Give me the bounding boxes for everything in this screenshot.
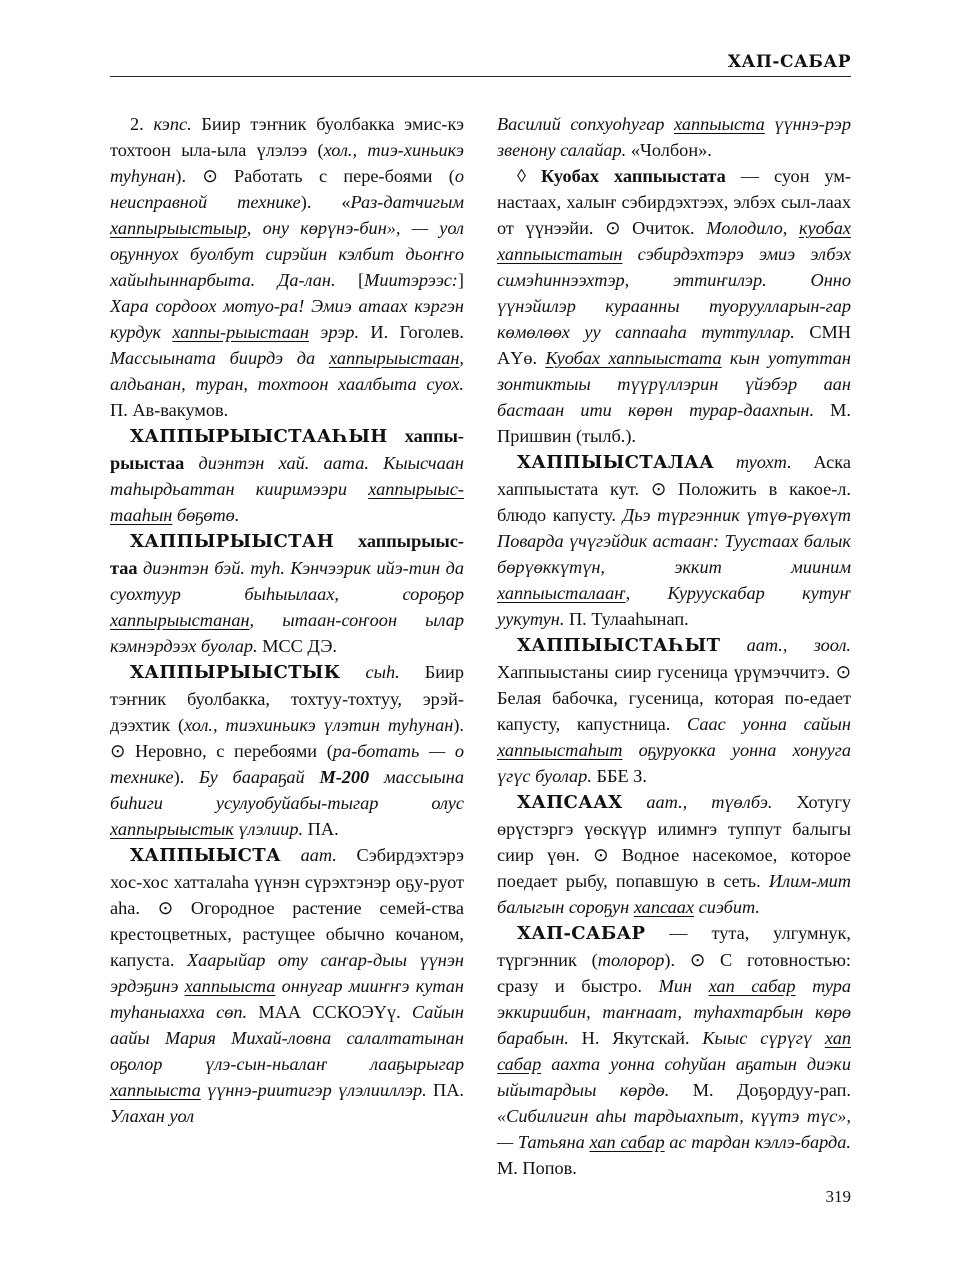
entry-khappyystahyt bbox=[497, 632, 851, 789]
example-text: бөҕөтө. bbox=[172, 505, 240, 525]
entry-headword: ХАППЫЫСТА bbox=[130, 845, 281, 866]
example-text: тура эккириибин, таҥнаат, туһахтарбын көрө барабын. bbox=[497, 976, 851, 1048]
example-text: Хара сордоох мотуо-ра! Эмиэ атаах кэргэн курдук bbox=[110, 296, 464, 342]
space bbox=[340, 662, 365, 682]
example-text: , ону көрүнэ-бин», — уол оҕуннуох буолбут сирэйин кэлбит дьоҥҥо хайыһыннарбыта. Да-лан. bbox=[110, 218, 464, 290]
entry-khap-sabar bbox=[497, 920, 851, 1181]
example-text: Василий сопхуоһугар bbox=[497, 114, 665, 134]
grammar-label: туохт. bbox=[735, 452, 792, 472]
right-column bbox=[497, 111, 851, 1181]
entry-khapsaakh bbox=[497, 789, 851, 920]
usage-note: хол., тиэ-хиньикэ туһунан bbox=[110, 140, 464, 186]
example-headword: хаппырыыстык bbox=[110, 819, 234, 839]
example-headword: куобах хаппыыстатын bbox=[497, 218, 851, 264]
diamond-icon: ◊ bbox=[517, 166, 542, 186]
example-text: Мин bbox=[658, 976, 693, 996]
example-headword: хаппыыста bbox=[184, 976, 276, 996]
example-text: Бу баараҕай bbox=[199, 767, 305, 787]
translation-text: ). ⊙ Неровно, с перебоями ( bbox=[110, 715, 464, 761]
translation-note: ра-ботать — о технике bbox=[110, 741, 464, 787]
example-headword: хаппыыста bbox=[673, 114, 765, 134]
entry-headword: ХАПСААХ bbox=[517, 792, 623, 813]
space bbox=[388, 426, 405, 446]
source-citation: Н. Якутскай. bbox=[568, 1028, 703, 1048]
example-text: ас тардан кэллэ-барда. bbox=[664, 1132, 852, 1152]
source-citation: ПА. bbox=[426, 1080, 464, 1100]
example-text: , алдьанан, туран, тохтоон хаалбыта суох. bbox=[110, 348, 464, 394]
definition-text: Хотугу өрүстэргэ үөскүүр илимҥэ туппут балыгы сиир үөн. ⊙ Водное насекомое, которое поедает рыбу, попавшую в сеть. bbox=[497, 792, 851, 891]
grammar-label: аат. bbox=[300, 845, 337, 865]
example-headword: хап сабар bbox=[497, 1028, 851, 1074]
grammar-label: аат., түөлбэ. bbox=[646, 792, 773, 812]
entry-headword: ХАППЫРЫЫСТАН bbox=[130, 531, 335, 552]
translation-text: ). ⊙ Работать с пере-боями ( bbox=[175, 166, 455, 186]
bracket: ] bbox=[457, 270, 464, 290]
entry-khappyryystyk bbox=[110, 659, 464, 842]
example-text: Хаарыйар оту саҥар-дыы үүнэн эрдэҕинэ bbox=[110, 950, 465, 996]
usage-note: толорор bbox=[597, 950, 665, 970]
source-citation: «Чолбон». bbox=[626, 140, 712, 160]
definition-text: Аска хаппыыстата кут. ⊙ Положить в какое-л. блюдо капусту. bbox=[497, 452, 851, 525]
example-text: оҕуруокка уонна хонууга үгүс буолар. bbox=[497, 740, 851, 786]
example-text: сэбирдэхтэрэ эмиэ элбэх симэһиннээхтэр, эттиҥилэр. Онно үүнэйилэр кураанны туоруулларын-гар көмөлөөх уу саппааһа туттуллар. bbox=[497, 244, 851, 342]
usage-note: хол., тиэхиньикэ үлэтин туһунан bbox=[184, 715, 454, 735]
example-headword: хаппыысталааҥ bbox=[497, 583, 626, 603]
example-headword: хаппырыыс-тааһын bbox=[110, 479, 464, 525]
space bbox=[714, 452, 736, 472]
definition-text: — суон ум-настаах, халыҥ сэбирдэхтээх, элбэх сыл-лаах от үүнээйи. ⊙ Очиток. bbox=[497, 166, 852, 238]
grammar-label: сыһ. bbox=[365, 662, 400, 682]
source-citation: П. Ав-вакумов. bbox=[110, 400, 229, 420]
example-headword: хапсаах bbox=[633, 897, 695, 917]
example-headword: хап сабар bbox=[708, 976, 796, 996]
running-head: ХАП-САБАР bbox=[727, 52, 851, 72]
bracket: [ bbox=[335, 270, 365, 290]
example-text: үүннэ-рэр звенону салайар. bbox=[497, 114, 851, 160]
definition-text: диэнтэн хай. аата. Кыысчаан таһырдьаттан кииримээри bbox=[110, 453, 464, 499]
example-text: Молодило, bbox=[706, 218, 788, 238]
space bbox=[334, 531, 358, 551]
example-text: массыына биһиги усулуобуйабы-тыгар олус bbox=[110, 767, 464, 813]
translation-text: ). ⊙ С готовностью: сразу и быстро. bbox=[497, 950, 851, 996]
example-headword: хаппырыыстанан bbox=[110, 610, 250, 630]
source-citation: М. Доҕордуу-рап. bbox=[669, 1080, 851, 1100]
definition-text: Сэбирдэхтэрэ хос-хос хатталаһа үүнэн сүрэхтэнэр оҕу-руот аһа. ⊙ Огородное растение семей-ства крестоцветных, растущее обычно кочаном, капуста. bbox=[110, 845, 464, 970]
grammar-label: кэпс. bbox=[153, 114, 192, 134]
definition-text: Биир тэҥник буолбакка, тохтуу-тохтуу, эрэй-дээхтик ( bbox=[110, 662, 464, 735]
example-text: Илим-мит балыгын сороҕун bbox=[497, 871, 851, 917]
example-text: Дьэ түргэнник үтүө-рүөхүт Поварда үчүгэйдик астааҥ: Туустаах балык бөрүөккүтүн, эккит мииним bbox=[497, 505, 851, 577]
left-column bbox=[110, 111, 464, 1129]
source-citation: СМН АҮө. bbox=[497, 322, 851, 368]
entry-headword: ХАППЫЫСТАЛАА bbox=[517, 452, 715, 473]
entry-headword: ХАППЫЫСТАҺЫТ bbox=[517, 635, 721, 656]
entry-headword: ХАП-САБАР bbox=[517, 923, 646, 944]
definition-text: Биир тэҥник буолбакка эмис-кэ тохтоон ыла-ыла үлэлээ ( bbox=[110, 114, 465, 160]
example-headword: хап сабар bbox=[589, 1132, 665, 1152]
example-text: Улахан уол bbox=[110, 1106, 195, 1126]
example-speaker: Миитэрээс: bbox=[364, 270, 458, 290]
entry-khappyryystan bbox=[110, 528, 464, 659]
example-text: эрэр. bbox=[308, 322, 360, 342]
source-citation: ПА. bbox=[303, 819, 339, 839]
phrase-headword: Куобах хаппыыстата bbox=[541, 166, 726, 186]
definition-text: диэнтэн бэй. туһ. Кэнчээрик ийэ-тин да суохтуур быһыылаах, сороҕор bbox=[110, 558, 464, 604]
reference-word: хаппырыыс-таа bbox=[110, 531, 464, 578]
entry-khappyysta-continued bbox=[497, 111, 851, 163]
example-headword: хаппыыстаһыт bbox=[497, 740, 623, 760]
example-text: , Куруускабар кутуҥ уукутун. bbox=[497, 583, 851, 629]
example-text: Массыыната биирдэ да bbox=[110, 348, 316, 368]
header-rule bbox=[110, 76, 851, 77]
source-citation: М. Пришвин (тылб.). bbox=[497, 400, 851, 446]
entry-kuobakh-khappyystata bbox=[497, 163, 851, 449]
punctuation: ). bbox=[173, 767, 200, 787]
grammar-label: аат., зоол. bbox=[746, 635, 851, 655]
example-text: Саас уонна сайын bbox=[687, 714, 851, 734]
example-text: Сайын аайы Мария Михай-ловна салалтатынан оҕолор үлэ-сын-ньалаҥ лааҕырыгар bbox=[110, 1002, 464, 1074]
definition-text: Хаппыыстаны сиир гусеница үрүмэччитэ. ⊙ Белая бабочка, гусеница, которая по-едает капусту, капустница. bbox=[497, 662, 851, 734]
punctuation: ). « bbox=[300, 192, 351, 212]
space bbox=[720, 635, 746, 655]
source-citation: П. Тулааһынап. bbox=[564, 609, 689, 629]
example-headword: хаппыыста bbox=[110, 1080, 201, 1100]
example-model: М-200 bbox=[319, 767, 370, 787]
page-number: 319 bbox=[825, 1187, 851, 1206]
entry-khappyysta bbox=[110, 842, 464, 1129]
example-text: Кыыс сүрүгү bbox=[702, 1028, 813, 1048]
source-citation: И. Гоголев. bbox=[359, 322, 464, 342]
space bbox=[281, 845, 301, 865]
definition-text: — тута, улгумнук, түргэнник ( bbox=[497, 923, 851, 970]
example-text: Раз-датчигым bbox=[350, 192, 465, 212]
example-text: , ытаан-соҥоон ылар кэмнэрдээх буолар. bbox=[110, 610, 464, 656]
example-headword: хаппырыыстаан bbox=[328, 348, 460, 368]
space bbox=[622, 792, 646, 812]
source-citation: ББЕ З. bbox=[591, 766, 647, 786]
example-headword: Куобах хаппыыстата bbox=[545, 348, 722, 368]
example-text: сиэбит. bbox=[694, 897, 760, 917]
translation-note: о неисправной технике bbox=[110, 166, 464, 212]
entry-sense-2-continued bbox=[110, 111, 464, 423]
example-text: «Сибилигин аһы тардыахпыт, күүтэ түс», — Татьяна bbox=[497, 1106, 851, 1152]
source-citation: МСС ДЭ. bbox=[257, 636, 337, 656]
example-text: үлэлиир. bbox=[233, 819, 304, 839]
example-text: оннугар мииҥҥэ кутан туһаныахха сөп. bbox=[110, 976, 464, 1022]
reference-word: хаппы-рыыстаа bbox=[110, 426, 464, 473]
entry-khappyystalaa bbox=[497, 449, 851, 632]
source-citation: М. Попов. bbox=[497, 1158, 577, 1178]
example-text: аахта уонна соһуйан аҕатын диэки ыйытардыы көрдө. bbox=[497, 1054, 851, 1100]
example-text: кын уотуттан зонтиктыы түүрүллэрин үйэбэр аан бастаан ити көрөн турар-даахпын. bbox=[497, 348, 851, 420]
example-headword: хаппы-рыыстаан bbox=[172, 322, 309, 342]
example-headword: хаппырыыстыыр bbox=[110, 218, 247, 238]
sense-number: 2. bbox=[130, 114, 154, 134]
entry-khappyryystaahyn bbox=[110, 423, 464, 528]
entry-headword: ХАППЫРЫЫСТААҺЫН bbox=[130, 426, 388, 447]
source-citation: МАА ССКОЭҮү. bbox=[247, 1002, 412, 1022]
example-text: үүннэ-риитигэр үлэлииллэр. bbox=[200, 1080, 427, 1100]
entry-headword: ХАППЫРЫЫСТЫК bbox=[130, 662, 341, 683]
